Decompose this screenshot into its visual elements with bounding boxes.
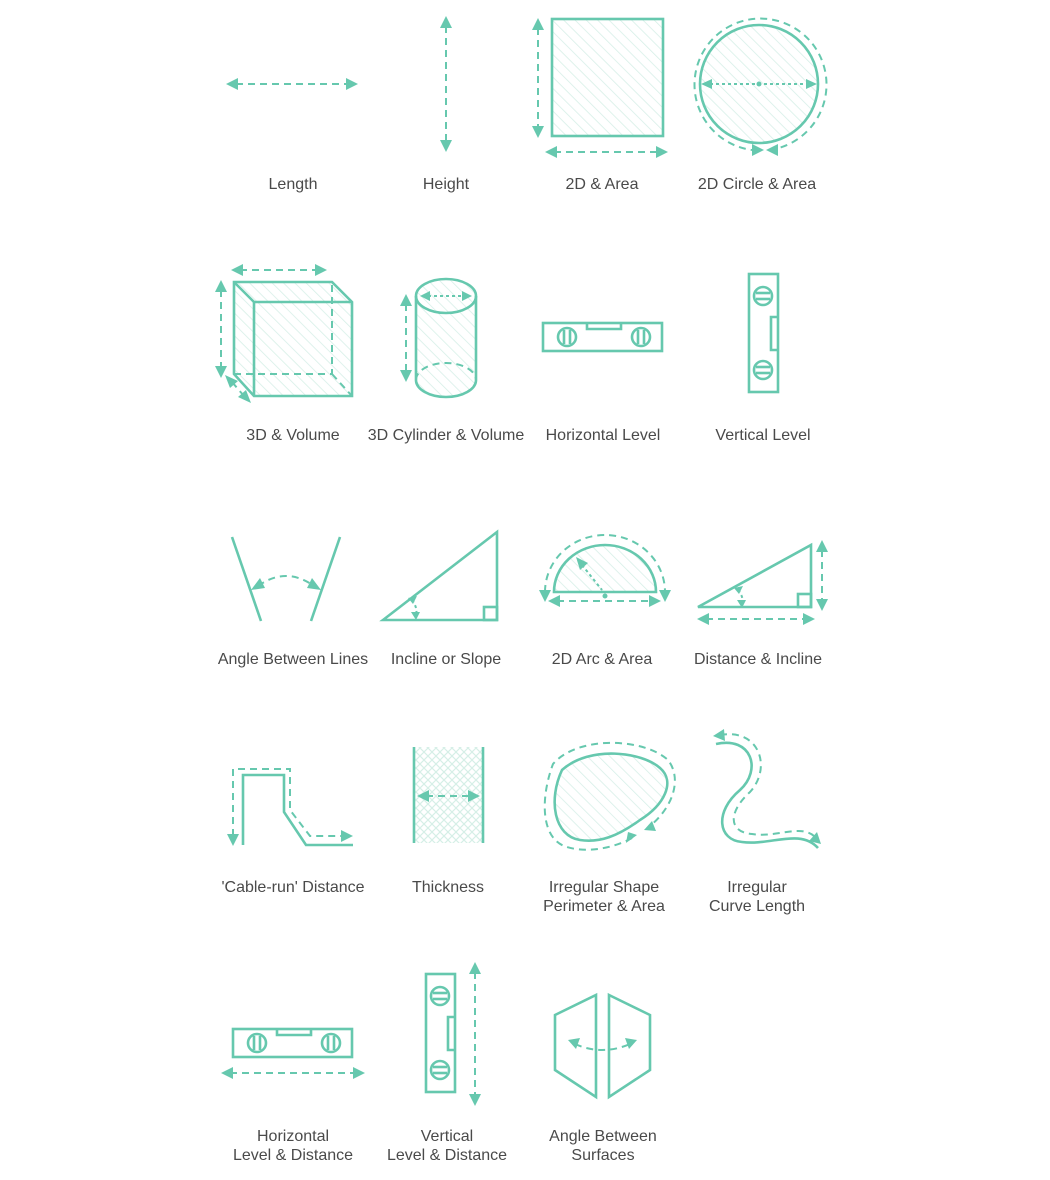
label-vertical-level-distance: Vertical Level & Distance — [386, 1128, 508, 1164]
label-incline-slope: Incline or Slope — [390, 651, 502, 668]
label-horizontal-level-distance: Horizontal Level & Distance — [232, 1128, 354, 1164]
label-length: Length — [268, 176, 318, 193]
horizontal-level-icon — [543, 323, 662, 351]
angle-between-lines-icon — [232, 537, 340, 621]
irregular-shape-icon — [545, 743, 675, 850]
label-irregular-shape: Irregular Shape Perimeter & Area — [543, 879, 665, 915]
distance-incline-icon — [697, 540, 828, 625]
incline-slope-icon — [383, 532, 497, 620]
label-irregular-curve: Irregular Curve Length — [708, 879, 806, 915]
arc-area-icon — [539, 535, 671, 607]
circle-area-icon — [695, 19, 827, 156]
label-2d-arc-area: 2D Arc & Area — [551, 651, 653, 668]
label-angle-between-lines: Angle Between Lines — [217, 651, 369, 668]
irregular-curve-icon — [713, 729, 821, 848]
label-height: Height — [422, 176, 470, 193]
label-3d-volume: 3D & Volume — [246, 427, 340, 444]
length-icon — [226, 78, 358, 90]
label-horizontal-level: Horizontal Level — [545, 427, 661, 444]
label-angle-between-surfaces: Angle Between Surfaces — [549, 1128, 657, 1164]
label-2d-circle-area: 2D Circle & Area — [697, 176, 817, 193]
rectangle-area-icon — [532, 18, 668, 158]
angle-between-surfaces-icon — [555, 995, 650, 1097]
vertical-level-icon — [749, 274, 778, 392]
label-3d-cylinder-volume: 3D Cylinder & Volume — [367, 427, 525, 444]
vertical-level-distance-icon — [426, 962, 481, 1106]
label-thickness: Thickness — [411, 879, 485, 896]
horizontal-level-distance-icon — [221, 1029, 365, 1079]
cylinder-volume-icon — [400, 279, 476, 397]
cable-run-icon — [227, 769, 353, 846]
label-vertical-level: Vertical Level — [715, 427, 811, 444]
label-2d-area: 2D & Area — [565, 176, 639, 193]
cube-volume-icon — [215, 264, 352, 403]
height-icon — [440, 16, 452, 152]
label-distance-incline: Distance & Incline — [693, 651, 823, 668]
label-cable-run-distance: 'Cable-run' Distance — [221, 879, 365, 896]
thickness-icon — [414, 747, 483, 843]
